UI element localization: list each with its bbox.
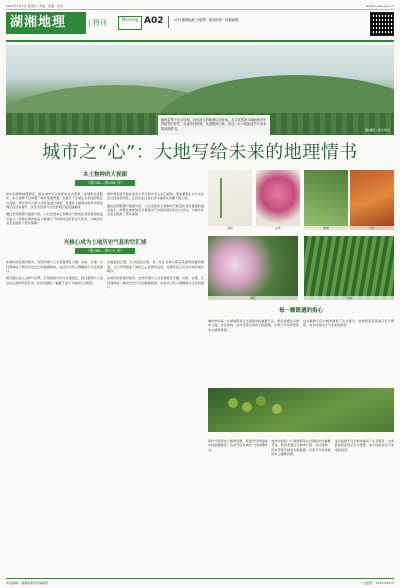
photo-caption: 虎杖	[208, 226, 252, 230]
intro-box: 植物富集于社区结构，具有深入的地理认知价值。本文试图探寻湖南城市中的植物多样性，从城市到田野，从道路到山林，讲述一片大地如何书写未来的地理情书。	[158, 115, 270, 135]
plant-photo	[350, 170, 394, 230]
page-number: A02	[144, 16, 164, 26]
paragraph: 这些植物不仅为城市提供了生态服务，也承载着居民的记忆与情感，成为连接过去与未来的纽带。	[303, 319, 394, 328]
divider	[168, 16, 169, 28]
plant-photo	[208, 170, 252, 230]
stem-shape	[220, 178, 242, 218]
right-bottom-text	[208, 436, 394, 459]
qr-code-icon	[370, 12, 394, 36]
berry-cluster	[228, 398, 238, 408]
paragraph: 树木的植物地理研究，是各城市可以依托的生态资源。在城市化进程中，本土树种不仅构建了城市景观骨架，也维系了区域生态系统的稳定与连续。研究者对大量公共绿地进行调查，发现乡土植物在城市中的比例正在逐步提升，其生态价值与文化价值日益受到重视。	[6, 192, 103, 209]
page-headline: 城市之“心”：大地写给未来的地理情书	[42, 142, 358, 163]
hero-landscape-photo	[6, 45, 394, 135]
section-title: 本土物种的大视图	[82, 172, 127, 178]
paragraph: 城市中的每一片绿地都是生态网络中的重要节点。研究者通过对城市公园、社区绿地、河岸带等空间的长期观测，记录下许多珍贵的本土植物资源。	[271, 439, 331, 456]
text-columns	[6, 189, 204, 228]
header-rule	[6, 40, 394, 42]
contact-line: 评刊 湖湘地理 互联网 · 新闻热线 · 投稿邮箱	[174, 18, 239, 22]
section-title: 当核心成为土地历史气息的空汇域	[63, 240, 147, 247]
column-brand: 湖湘地理	[6, 12, 86, 34]
paragraph: 研究团队深入山林与乡野，记录植物分布与生境变化，探讨植物与人类活动之间的长期互动，并尝试描绘一幅属于这片大地的生态图景。	[6, 276, 103, 285]
berries-photo	[208, 388, 394, 432]
right-article	[208, 170, 394, 574]
section-title: 每一颗既遗的指心	[278, 308, 323, 314]
text-columns	[208, 436, 394, 459]
photo-caption: 蕨类	[304, 226, 348, 230]
footer-editor: 本版编辑：湖湘地理特刊编辑部	[6, 581, 49, 585]
section-subtitle: （第568—第571 页）	[75, 248, 135, 254]
plant-photo	[304, 236, 394, 300]
issue-site: www.hunan.gov.cn	[365, 4, 394, 8]
paper-logo: Morning	[118, 16, 142, 30]
paragraph: 保护与利用本土植物资源，是建设可持续城市的重要路径，也是写给未来的一封地理情书。	[208, 439, 268, 452]
plant-photo	[256, 170, 300, 230]
paragraph: 在城市的发展历程中，自然环境与人文景观相互交融。古树、古道、古村落构成了城市历史记忆的重要载体，也成为当代人理解地方文化的窗口。	[6, 260, 103, 274]
photo-caption: 红叶	[350, 226, 394, 230]
text-columns	[6, 257, 204, 292]
plant-photo	[304, 170, 348, 230]
photo-caption: 野花	[208, 296, 298, 300]
page-footer	[6, 578, 394, 587]
paragraph: 通过长期观测与数据分析，人们发现本土物种对气候变化具有更强的适应能力，能够在城市热岛与极端天气中保持良好的生长状态，为城市生态安全提供了坚实保障。	[107, 203, 204, 217]
photo-caption: 图/湖南 · 地方风光	[365, 128, 390, 132]
plant-photo	[208, 236, 298, 300]
masthead	[6, 12, 394, 42]
paragraph: 城市中的每一片绿地都是生态网络中的重要节点。研究者通过对城市公园、社区绿地、河岸带等空间的长期观测，记录下许多珍贵的本土植物资源。	[208, 319, 299, 332]
paragraph: 在城市的发展历程中，自然环境与人文景观相互交融。古树、古道、古村落构成了城市历史记忆的重要载体，也成为当代人理解地方文化的窗口。	[107, 276, 204, 290]
section-subtitle: （第536—第596 页）	[75, 180, 135, 186]
text-columns	[208, 316, 394, 335]
footer-ad: 广告经营：0731-84375	[360, 581, 394, 585]
paragraph: 这些植物不仅为城市提供了生态服务，也承载着居民的记忆与情感，成为连接过去与未来的纽带。	[334, 439, 394, 452]
paragraph: 通过长期观测与数据分析，人们发现本土物种对气候变化具有更强的适应能力，能够在城市热岛与极端天气中保持良好的生长状态，为城市生态安全提供了坚实保障。	[6, 212, 103, 225]
plant-photo-grid	[208, 170, 394, 366]
paragraph: 从湿地到丘陵，从河流到山地，每一处生态单元都有其独特的植物群落，它们共同组成了城市之心的绿色底色，也寄托着人们对未来的美好期许。	[107, 260, 204, 274]
photo-caption: 山茶	[256, 226, 300, 230]
right-text-block	[208, 306, 394, 366]
issue-date: 2021年4月1日 星期四 · 责编 · 美编 · 校对	[6, 4, 63, 8]
paragraph: 城市规划者开始在更多公共空间中引入乡土植物，形成兼具生态与文化意义的绿色网络，让居民在日常生活中重新认识脚下的土地。	[107, 192, 204, 201]
section-label: | 特刊	[88, 19, 107, 27]
photo-caption: 竹林	[304, 296, 394, 300]
top-info-line	[6, 3, 394, 10]
left-article	[6, 170, 204, 574]
